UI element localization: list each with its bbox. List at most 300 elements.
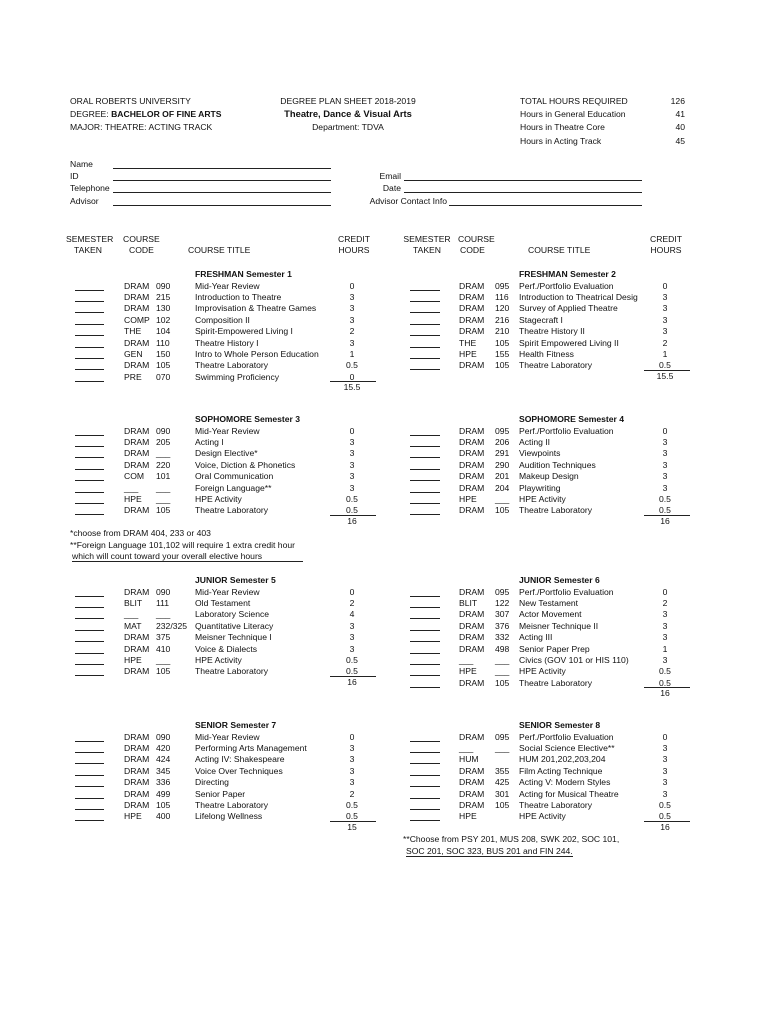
note-social-science: **Choose from PSY 201, MUS 208, SWK 202, SOC 101, [403,834,620,844]
course-credit-hours: 0.5 [659,677,671,688]
course-credit-hours: 3 [662,482,668,493]
course-dept: ___ [124,609,139,620]
course-number: ___ [495,666,510,677]
course-title: HPE Activity [519,493,566,504]
semester-total-hours: 15.5 [656,370,674,381]
col-code-left: CODE [129,245,154,255]
course-title: Theatre Laboratory [519,677,593,688]
course-credit-hours: 0 [662,586,668,597]
course-credit-hours: 0 [349,731,355,742]
course-title: Performing Arts Management [195,742,307,753]
semester-taken-field[interactable] [75,820,104,821]
course-credit-hours: 0 [662,425,668,436]
course-credit-hours: 0 [349,425,355,436]
semester-total-hours: 16 [347,515,357,526]
col-code-right: CODE [460,245,485,255]
course-credit-hours: 2 [662,337,668,348]
col-credit-left: CREDIT [338,234,370,244]
course-title: Foreign Language** [195,482,272,493]
course-dept: DRAM [459,765,485,776]
course-title: Perf./Portfolio Evaluation [519,731,614,742]
semester-total-hours: 15 [347,821,357,832]
semester-taken-field[interactable] [410,335,440,336]
course-number: 216 [495,314,510,325]
course-number: 215 [156,291,171,302]
course-number: 095 [495,586,510,597]
course-title: Voice, Diction & Phonetics [195,459,296,470]
course-credit-hours: 3 [662,291,668,302]
hours-value: 45 [675,136,685,146]
semester-taken-field[interactable] [410,290,440,291]
course-dept: DRAM [459,360,485,371]
semester-taken-field[interactable] [410,820,440,821]
course-title: Voice & Dialects [195,643,258,654]
course-title: Improvisation & Theatre Games [195,303,317,314]
course-dept: DRAM [459,459,485,470]
course-dept: HUM [459,754,479,765]
course-number: ___ [156,609,171,620]
semester-taken-field[interactable] [75,741,104,742]
course-title: Mid-Year Review [195,280,260,291]
course-title: Acting II [519,436,551,447]
course-title: HPE Activity [195,493,242,504]
semester-taken-field[interactable] [75,446,104,447]
course-dept: DRAM [124,765,150,776]
plan-subtitle: Theatre, Dance & Visual Arts [284,108,412,119]
course-title: Theatre History II [519,326,585,337]
semester-taken-field[interactable] [75,675,104,676]
course-title: Makeup Design [519,471,579,482]
course-number: ___ [495,493,510,504]
advisor-field[interactable] [113,205,331,206]
semester-taken-field[interactable] [410,369,440,370]
semester-taken-field[interactable] [410,358,440,359]
course-number: 105 [156,505,171,516]
course-dept: DRAM [459,280,485,291]
course-dept: HPE [459,811,477,822]
course-number: 400 [156,811,171,822]
course-dept: DRAM [459,314,485,325]
course-title: Theatre Laboratory [195,799,269,810]
semester-taken-field[interactable] [410,618,440,619]
course-dept: DRAM [459,482,485,493]
semester-title: SENIOR Semester 8 [519,720,601,730]
course-credit-hours: 0.5 [346,493,358,504]
course-title: Laboratory Science [195,609,270,620]
course-dept: DRAM [124,448,150,459]
course-title: Civics (GOV 101 or HIS 110) [519,654,629,665]
course-number: 424 [156,754,171,765]
department: Department: TDVA [312,122,384,132]
course-title: Composition II [195,314,250,325]
course-number: 220 [156,459,171,470]
semester-taken-field[interactable] [75,369,104,370]
semester-taken-field[interactable] [410,687,440,688]
course-credit-hours: 0.5 [346,799,358,810]
course-credit-hours: 3 [349,482,355,493]
course-credit-hours: 0.5 [659,799,671,810]
semester-taken-field[interactable] [410,503,440,504]
semester-taken-field[interactable] [75,775,104,776]
course-credit-hours: 0.5 [659,811,671,822]
course-credit-hours: 3 [349,754,355,765]
course-number: 201 [495,471,510,482]
semester-taken-field[interactable] [75,809,104,810]
course-credit-hours: 0.5 [659,360,671,371]
course-number: 105 [495,337,510,348]
hours-value: 41 [675,109,685,119]
course-credit-hours: 1 [662,348,668,359]
course-title: Theatre Laboratory [519,505,593,516]
course-dept: DRAM [124,425,150,436]
semester-taken-field[interactable] [75,324,104,325]
course-number: 104 [156,326,171,337]
course-title: Senior Paper [195,788,246,799]
course-credit-hours: 3 [349,291,355,302]
semester-taken-field[interactable] [75,492,104,493]
hours-value: 126 [670,96,685,106]
course-title: Directing [195,777,229,788]
semester-taken-field[interactable] [410,763,440,764]
course-number: 105 [156,360,171,371]
semester-title: FRESHMAN Semester 2 [519,269,616,279]
course-title: Senior Paper Prep [519,643,590,654]
semester-taken-field[interactable] [75,607,104,608]
course-credit-hours: 3 [662,314,668,325]
course-number: 105 [156,799,171,810]
course-title: Mid-Year Review [195,731,260,742]
major-line: MAJOR: THEATRE: ACTING TRACK [70,122,213,132]
course-number: ___ [495,654,510,665]
course-dept: DRAM [124,632,150,643]
semester-title: SOPHOMORE Semester 3 [195,414,301,424]
semester-taken-field[interactable] [75,301,104,302]
course-dept: HPE [459,348,477,359]
course-title: Acting for Musical Theatre [519,788,619,799]
course-title: Theatre Laboratory [195,360,269,371]
semester-taken-field[interactable] [410,798,440,799]
course-dept: DRAM [124,337,150,348]
course-dept: COMP [124,314,150,325]
course-credit-hours: 3 [662,620,668,631]
degree-name: BACHELOR OF FINE ARTS [111,109,222,119]
hours-label: Hours in General Education [520,109,626,119]
course-title: Acting V: Modern Styles [519,777,611,788]
semester-taken-field[interactable] [75,798,104,799]
course-dept: DRAM [459,632,485,643]
course-credit-hours: 2 [349,597,355,608]
semester-taken-field[interactable] [410,480,440,481]
col-semester-right: SEMESTER [403,234,451,244]
col-course-right: COURSE [458,234,495,244]
course-title: Theatre Laboratory [519,799,593,810]
course-dept: HPE [459,493,477,504]
course-dept: DRAM [459,326,485,337]
course-number: 355 [495,765,510,776]
course-dept: DRAM [459,609,485,620]
course-credit-hours: 3 [349,314,355,325]
course-credit-hours: 3 [662,777,668,788]
course-number: 102 [156,314,171,325]
semester-taken-field[interactable] [410,741,440,742]
course-dept: DRAM [124,360,150,371]
course-dept: DRAM [459,788,485,799]
date-label: Date [382,183,401,193]
course-dept: THE [459,337,477,348]
course-dept: HPE [124,654,142,665]
semester-taken-field[interactable] [75,457,104,458]
course-number: 101 [156,471,171,482]
course-credit-hours: 0.5 [659,505,671,516]
course-credit-hours: 1 [662,643,668,654]
course-number: 425 [495,777,510,788]
advisor-label: Advisor [70,196,99,206]
course-number: 204 [495,482,510,493]
semester-title: SOPHOMORE Semester 4 [519,414,625,424]
col-hours-left: HOURS [338,245,370,255]
name-label: Name [70,159,93,169]
semester-taken-field[interactable] [410,324,440,325]
course-credit-hours: 0.5 [346,505,358,516]
semester-taken-field[interactable] [75,618,104,619]
telephone-field[interactable] [113,192,331,193]
semester-title: SENIOR Semester 7 [195,720,277,730]
course-title: Introduction to Theatrical Desig [519,291,638,302]
course-dept: ___ [459,654,474,665]
course-number: 105 [495,360,510,371]
course-dept: PRE [124,371,142,382]
hours-value: 40 [675,122,685,132]
degree-line [70,109,222,119]
semester-taken-field[interactable] [75,480,104,481]
semester-taken-field[interactable] [410,775,440,776]
course-dept: DRAM [124,643,150,654]
semester-taken-field[interactable] [410,435,440,436]
semester-taken-field[interactable] [410,469,440,470]
course-number: 336 [156,777,171,788]
course-number: ___ [156,493,171,504]
course-number: 090 [156,586,171,597]
course-number: 105 [495,505,510,516]
course-title: Film Acting Technique [519,765,603,776]
semester-taken-field[interactable] [75,358,104,359]
semester-taken-field[interactable] [75,312,104,313]
hours-label: Hours in Acting Track [520,136,602,146]
semester-taken-field[interactable] [75,653,104,654]
course-credit-hours: 3 [349,436,355,447]
course-title: Theatre Laboratory [195,505,269,516]
course-title: Acting I [195,436,224,447]
course-dept: DRAM [459,777,485,788]
course-title: Intro to Whole Person Education [195,348,319,359]
semester-taken-field[interactable] [410,446,440,447]
course-credit-hours: 0 [349,371,355,382]
plan-title: DEGREE PLAN SHEET 2018-2019 [280,96,416,106]
course-dept: DRAM [124,280,150,291]
course-credit-hours: 3 [349,632,355,643]
semester-taken-field[interactable] [75,381,104,382]
course-dept: DRAM [124,666,150,677]
course-dept: DRAM [459,643,485,654]
course-dept: BLIT [459,597,478,608]
course-number: 122 [495,597,510,608]
course-dept: DRAM [459,677,485,688]
course-credit-hours: 0.5 [346,666,358,677]
course-credit-hours: 0 [662,731,668,742]
course-number: 155 [495,348,510,359]
course-dept: DRAM [124,731,150,742]
course-title: Quantitative Literacy [195,620,274,631]
semester-taken-field[interactable] [75,752,104,753]
course-credit-hours: 0 [349,280,355,291]
advisor-contact-field[interactable] [449,205,642,206]
semester-taken-field[interactable] [410,347,440,348]
course-dept: DRAM [124,436,150,447]
course-title: HPE Activity [195,654,242,665]
semester-taken-field[interactable] [410,653,440,654]
semester-taken-field[interactable] [75,763,104,764]
course-title: Theatre Laboratory [195,666,269,677]
course-dept: DRAM [124,291,150,302]
course-number: 150 [156,348,171,359]
semester-taken-field[interactable] [410,630,440,631]
id-field[interactable] [113,180,331,181]
semester-taken-field[interactable] [75,469,104,470]
semester-taken-field[interactable] [410,752,440,753]
course-credit-hours: 3 [662,471,668,482]
course-dept: DRAM [459,586,485,597]
course-credit-hours: 3 [349,765,355,776]
note-elective-hours: which will count toward your overall elective hours [72,551,303,562]
email-field[interactable] [404,180,642,181]
col-course-left: COURSE [123,234,160,244]
course-number: 120 [495,303,510,314]
course-title: Meisner Technique I [195,632,272,643]
course-number: 095 [495,425,510,436]
semester-taken-field[interactable] [75,435,104,436]
id-label: ID [70,171,79,181]
semester-taken-field[interactable] [410,301,440,302]
semester-taken-field[interactable] [410,457,440,458]
semester-taken-field[interactable] [410,664,440,665]
course-title: Acting III [519,632,553,643]
course-dept: DRAM [124,754,150,765]
col-semester-left: SEMESTER [66,234,114,244]
course-title: Audition Techniques [519,459,596,470]
note-design-elective: *choose from DRAM 404, 233 or 403 [70,528,211,538]
semester-taken-field[interactable] [410,312,440,313]
course-number: 095 [495,731,510,742]
course-number: 332 [495,632,510,643]
semester-title: JUNIOR Semester 6 [519,575,600,585]
course-dept: DRAM [124,459,150,470]
semester-taken-field[interactable] [410,607,440,608]
semester-taken-field[interactable] [75,596,104,597]
course-number: 291 [495,448,510,459]
course-title: Perf./Portfolio Evaluation [519,280,614,291]
course-credit-hours: 3 [662,303,668,314]
course-credit-hours: 0.5 [346,360,358,371]
course-credit-hours: 3 [662,609,668,620]
course-dept: DRAM [124,799,150,810]
course-number: 116 [495,291,509,302]
course-dept: DRAM [124,742,150,753]
course-credit-hours: 3 [662,765,668,776]
note-social-science-cont: SOC 201, SOC 323, BUS 201 and FIN 244. [406,846,573,856]
course-credit-hours: 1 [349,348,355,359]
semester-taken-field[interactable] [410,596,440,597]
course-title: Lifelong Wellness [195,811,263,822]
course-number: 205 [156,436,171,447]
course-number: ___ [156,448,171,459]
course-number: 105 [495,677,510,688]
course-number: 206 [495,436,510,447]
course-dept: HPE [124,493,142,504]
semester-taken-field[interactable] [75,641,104,642]
course-title: Social Science Elective** [519,742,615,753]
course-credit-hours: 3 [349,303,355,314]
course-credit-hours: 3 [349,459,355,470]
course-dept: COM [124,471,145,482]
semester-taken-field[interactable] [410,514,440,515]
course-dept: HPE [124,811,142,822]
course-title: Swimming Proficiency [195,371,280,382]
col-credit-right: CREDIT [650,234,682,244]
semester-taken-field[interactable] [75,503,104,504]
course-credit-hours: 2 [662,597,668,608]
course-title: Playwriting [519,482,561,493]
semester-taken-field[interactable] [410,675,440,676]
course-number: 301 [495,788,510,799]
course-dept: DRAM [459,303,485,314]
course-credit-hours: 2 [349,788,355,799]
course-number: 307 [495,609,510,620]
hours-label: TOTAL HOURS REQUIRED [520,96,628,106]
semester-title: FRESHMAN Semester 1 [195,269,292,279]
semester-taken-field[interactable] [75,514,104,515]
semester-taken-field[interactable] [75,335,104,336]
name-field[interactable] [113,168,331,169]
course-title: HPE Activity [519,811,566,822]
semester-taken-field[interactable] [75,786,104,787]
course-title: Spirit-Empowered Living I [195,326,293,337]
semester-taken-field[interactable] [75,664,104,665]
course-dept: DRAM [124,505,150,516]
semester-total-hours: 16 [660,821,670,832]
course-dept: ___ [124,482,139,493]
course-dept: GEN [124,348,143,359]
semester-taken-field[interactable] [75,630,104,631]
semester-taken-field[interactable] [75,290,104,291]
semester-taken-field[interactable] [75,347,104,348]
note-foreign-language: **Foreign Language 101,102 will require 1 extra credit hour [70,540,296,550]
course-title: HUM 201,202,203,204 [519,754,606,765]
semester-taken-field[interactable] [410,492,440,493]
course-number: 090 [156,280,171,291]
semester-taken-field[interactable] [410,786,440,787]
date-field[interactable] [404,192,642,193]
course-title: Spirit Empowered Living II [519,337,619,348]
semester-taken-field[interactable] [410,809,440,810]
course-credit-hours: 3 [662,448,668,459]
course-title: Design Elective* [195,448,258,459]
course-dept: DRAM [124,586,150,597]
course-title: New Testament [519,597,579,608]
course-title: Introduction to Theatre [195,291,282,302]
semester-taken-field[interactable] [410,641,440,642]
course-number: 210 [495,326,510,337]
course-number: ___ [156,482,171,493]
